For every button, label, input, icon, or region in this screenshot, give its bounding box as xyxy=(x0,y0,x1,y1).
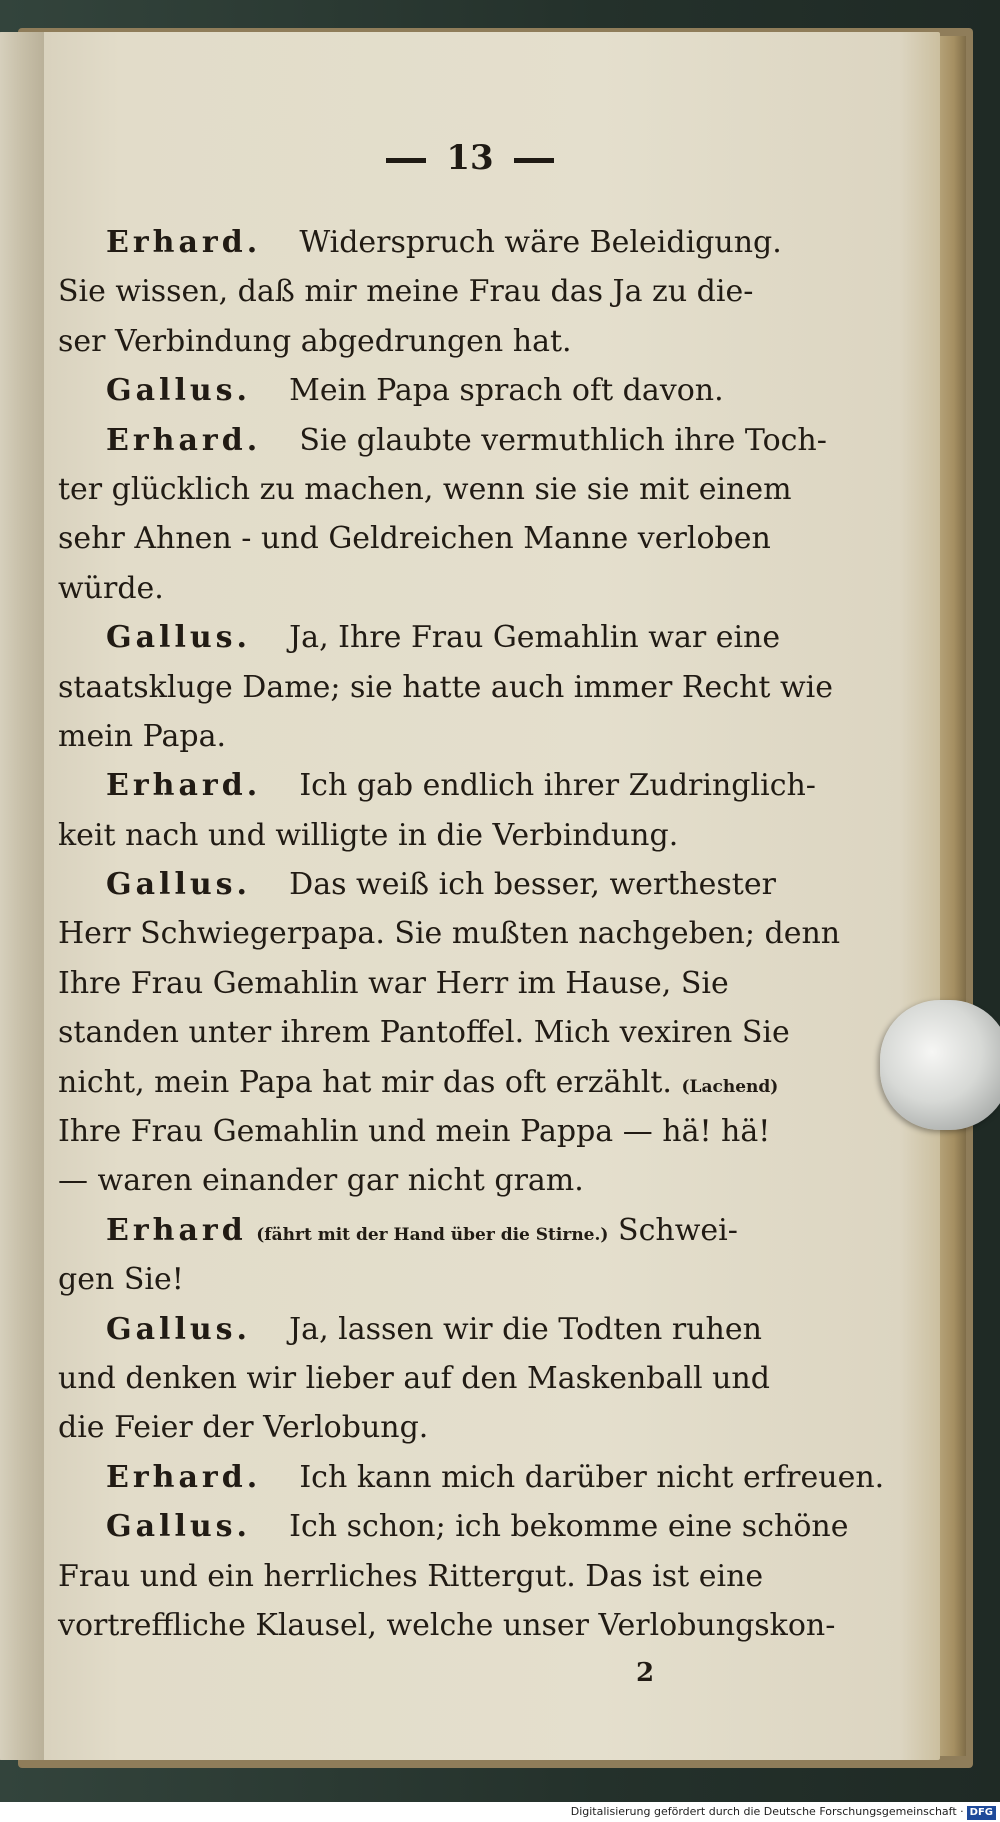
text-line: gen Sie! xyxy=(58,1262,184,1298)
footer-credit: Digitalisierung gefördert durch die Deutsche Forschungsgemeinschaft · xyxy=(570,1805,964,1818)
speaker-name: Erhard. xyxy=(106,225,262,260)
text-line: Herr Schwiegerpapa. Sie mußten nachgeben; denn xyxy=(58,916,841,952)
text-line: Ihre Frau Gemahlin war Herr im Hause, Sie xyxy=(58,965,729,1001)
page-text xyxy=(58,218,885,1650)
text-line: Ihre Frau Gemahlin und mein Pappa — hä! hä! xyxy=(58,1114,771,1150)
text-line: keit nach und willigte in die Verbindung. xyxy=(58,817,679,853)
stage-direction: (Lachend) xyxy=(681,1076,779,1097)
text-line: sehr Ahnen - und Geldreichen Manne verloben xyxy=(58,521,771,557)
signature-mark: 2 xyxy=(636,1658,655,1688)
speech-text: Mein Papa sprach oft davon. xyxy=(289,373,724,409)
text-line: vortreffliche Klausel, welche unser Verlobungskon- xyxy=(58,1607,836,1643)
text-line xyxy=(58,366,828,415)
text-line xyxy=(58,613,828,662)
text-line: ser Verbindung abgedrungen hat. xyxy=(58,323,572,359)
speech-text: Ich schon; ich bekomme eine schöne xyxy=(289,1509,849,1545)
speech-text: Ja, lassen wir die Todten ruhen xyxy=(289,1311,762,1347)
speaker-name: Gallus. xyxy=(106,620,251,656)
speech-text: Ich gab endlich ihrer Zudringlich- xyxy=(299,768,816,804)
text-line: staatskluge Dame; sie hatte auch immer Recht wie xyxy=(58,669,834,705)
page-block-edge xyxy=(936,36,966,1756)
text-line: Sie wissen, daß mir meine Frau das Ja zu die- xyxy=(58,274,754,310)
page-number: 13 xyxy=(446,138,494,178)
text-line xyxy=(58,1206,828,1255)
text-line xyxy=(58,761,828,810)
text-line xyxy=(58,1502,849,1551)
page-clip-holder xyxy=(880,1000,1000,1130)
header-dash-left xyxy=(386,158,426,163)
speech-text: Widerspruch wäre Beleidigung. xyxy=(299,225,782,260)
text-line: mein Papa. xyxy=(58,718,227,754)
text-line: ter glücklich zu machen, wenn sie sie mit einem xyxy=(58,471,792,507)
page-gutter xyxy=(0,32,44,1760)
text-line: würde. xyxy=(58,570,164,606)
text-line: und denken wir lieber auf den Maskenball und xyxy=(58,1360,770,1396)
speech-text: nicht, mein Papa hat mir das oft erzählt. xyxy=(58,1064,672,1100)
text-line xyxy=(58,1058,828,1107)
speaker-name: Gallus. xyxy=(106,867,251,903)
speaker-name: Erhard xyxy=(106,1212,247,1248)
text-line: die Feier der Verlobung. xyxy=(58,1410,429,1446)
speaker-name: Erhard. xyxy=(106,422,262,458)
digitization-footer xyxy=(0,1802,1000,1822)
text-line xyxy=(58,860,828,909)
text-line xyxy=(58,1453,885,1502)
speech-text: Ich kann mich darüber nicht erfreuen. xyxy=(299,1459,885,1495)
speech-text: Ja, Ihre Frau Gemahlin war eine xyxy=(289,620,781,656)
stage-direction: (fährt mit der Hand über die Stirne.) xyxy=(256,1224,609,1245)
header-dash-right xyxy=(514,158,554,163)
speaker-name: Erhard. xyxy=(106,768,262,804)
speaker-name: Erhard. xyxy=(106,1459,262,1495)
dfg-logo: DFG xyxy=(967,1806,996,1820)
text-line: — waren einander gar nicht gram. xyxy=(58,1163,584,1199)
speaker-name: Gallus. xyxy=(106,373,251,409)
speech-text: Sie glaubte vermuthlich ihre Toch- xyxy=(299,422,827,458)
text-line: Frau und ein herrliches Rittergut. Das ist eine xyxy=(58,1558,764,1594)
speech-text: Schwei- xyxy=(618,1212,738,1248)
text-line xyxy=(58,218,828,267)
speaker-name: Gallus. xyxy=(106,1311,251,1347)
text-line: standen unter ihrem Pantoffel. Mich vexiren Sie xyxy=(58,1015,790,1051)
text-line xyxy=(58,416,828,465)
speaker-name: Gallus. xyxy=(106,1509,251,1545)
text-line xyxy=(58,1305,828,1354)
speech-text: Das weiß ich besser, werthester xyxy=(289,867,776,903)
page-header xyxy=(0,138,940,188)
